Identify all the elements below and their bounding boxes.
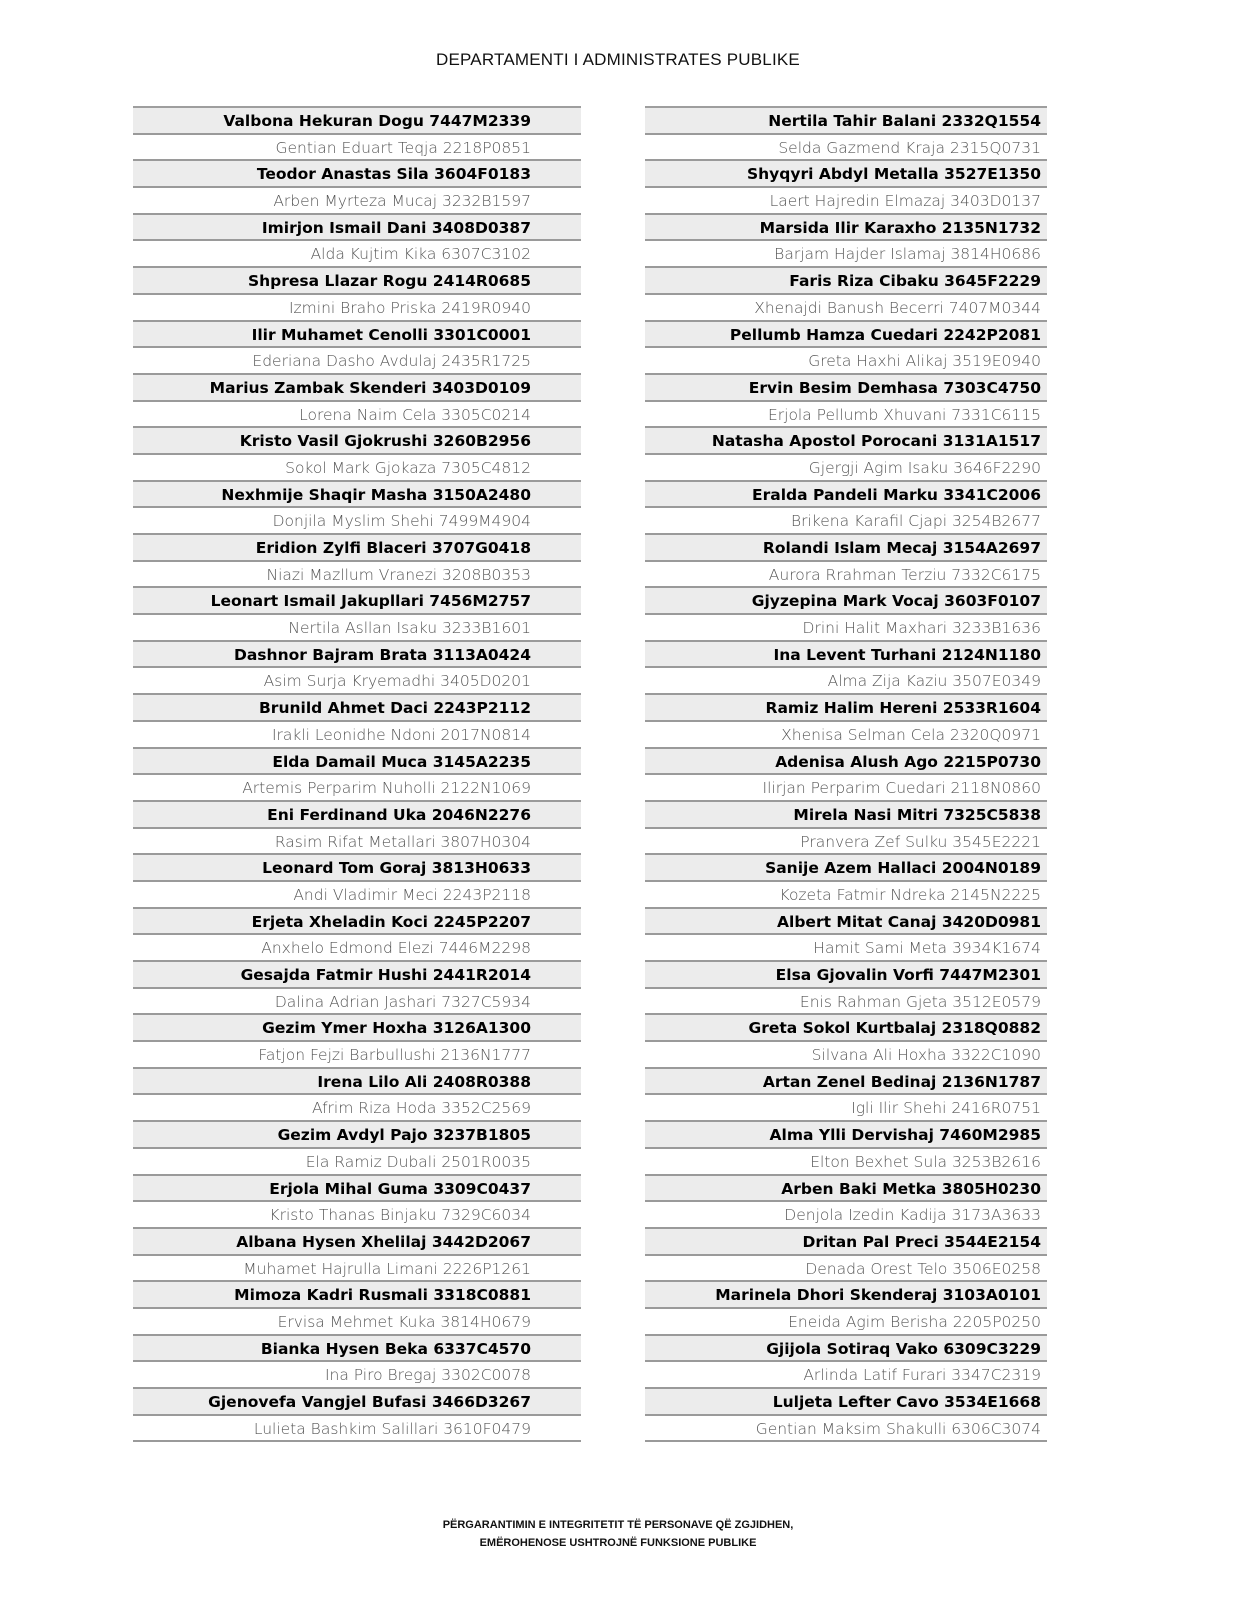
- list-item: Xhenajdi Banush Becerri 7407M0344: [645, 295, 1047, 322]
- list-item: Natasha Apostol Porocani 3131A1517: [645, 428, 1047, 455]
- list-item: Alma Zija Kaziu 3507E0349: [645, 668, 1047, 695]
- list-item: Gjijola Sotiraq Vako 6309C3229: [645, 1336, 1047, 1363]
- list-item: Izmini Braho Priska 2419R0940: [133, 295, 581, 322]
- list-item: Hamit Sami Meta 3934K1674: [645, 935, 1047, 962]
- list-item: Rasim Rifat Metallari 3807H0304: [133, 829, 581, 856]
- list-item: Anxhelo Edmond Elezi 7446M2298: [133, 935, 581, 962]
- list-item: Gentian Maksim Shakulli 6306C3074: [645, 1416, 1047, 1443]
- list-item: Eni Ferdinand Uka 2046N2276: [133, 802, 581, 829]
- list-item: Leonart Ismail Jakupllari 7456M2757: [133, 588, 581, 615]
- list-item: Lulieta Bashkim Salillari 3610F0479: [133, 1416, 581, 1443]
- list-item: Marius Zambak Skenderi 3403D0109: [133, 375, 581, 402]
- list-item: Eralda Pandeli Marku 3341C2006: [645, 482, 1047, 509]
- right-name-list: [645, 106, 1047, 1442]
- footer: [0, 1516, 1236, 1552]
- list-item: Irena Lilo Ali 2408R0388: [133, 1069, 581, 1096]
- left-name-list: [133, 106, 581, 1442]
- list-item: Ervin Besim Demhasa 7303C4750: [645, 375, 1047, 402]
- list-item: Arben Baki Metka 3805H0230: [645, 1176, 1047, 1203]
- list-item: Alma Ylli Dervishaj 7460M2985: [645, 1122, 1047, 1149]
- list-item: Nexhmije Shaqir Masha 3150A2480: [133, 482, 581, 509]
- list-item: Albert Mitat Canaj 3420D0981: [645, 909, 1047, 936]
- list-item: Eridion Zylfi Blaceri 3707G0418: [133, 535, 581, 562]
- list-item: Elsa Gjovalin Vorfi 7447M2301: [645, 962, 1047, 989]
- list-item: Gjyzepina Mark Vocaj 3603F0107: [645, 588, 1047, 615]
- list-item: Gezim Avdyl Pajo 3237B1805: [133, 1122, 581, 1149]
- list-item: Enis Rahman Gjeta 3512E0579: [645, 989, 1047, 1016]
- list-item: Bianka Hysen Beka 6337C4570: [133, 1336, 581, 1363]
- list-item: Ramiz Halim Hereni 2533R1604: [645, 695, 1047, 722]
- list-item: Aurora Rrahman Terziu 7332C6175: [645, 562, 1047, 589]
- list-item: Alda Kujtim Kika 6307C3102: [133, 241, 581, 268]
- list-item: Dritan Pal Preci 3544E2154: [645, 1229, 1047, 1256]
- list-item: Irakli Leonidhe Ndoni 2017N0814: [133, 722, 581, 749]
- list-item: Denada Orest Telo 3506E0258: [645, 1256, 1047, 1283]
- list-item: Valbona Hekuran Dogu 7447M2339: [133, 108, 581, 135]
- list-item: Dalina Adrian Jashari 7327C5934: [133, 989, 581, 1016]
- list-item: Rolandi Islam Mecaj 3154A2697: [645, 535, 1047, 562]
- list-item: Ina Levent Turhani 2124N1180: [645, 642, 1047, 669]
- list-item: Gesajda Fatmir Hushi 2441R2014: [133, 962, 581, 989]
- list-item: Greta Haxhi Alikaj 3519E0940: [645, 348, 1047, 375]
- list-item: Marinela Dhori Skenderaj 3103A0101: [645, 1282, 1047, 1309]
- list-item: Erjola Pellumb Xhuvani 7331C6115: [645, 402, 1047, 429]
- list-item: Imirjon Ismail Dani 3408D0387: [133, 215, 581, 242]
- list-item: Nertila Tahir Balani 2332Q1554: [645, 108, 1047, 135]
- list-item: Kozeta Fatmir Ndreka 2145N2225: [645, 882, 1047, 909]
- list-item: Gjergji Agim Isaku 3646F2290: [645, 455, 1047, 482]
- footer-line-2: EMËROHENOSE USHTROJNË FUNKSIONE PUBLIKE: [479, 1537, 757, 1549]
- list-item: Niazi Mazllum Vranezi 3208B0353: [133, 562, 581, 589]
- list-item: Brunild Ahmet Daci 2243P2112: [133, 695, 581, 722]
- list-item: Luljeta Lefter Cavo 3534E1668: [645, 1389, 1047, 1416]
- list-item: Albana Hysen Xhelilaj 3442D2067: [133, 1229, 581, 1256]
- list-item: Denjola Izedin Kadija 3173A3633: [645, 1202, 1047, 1229]
- list-item: Dashnor Bajram Brata 3113A0424: [133, 642, 581, 669]
- list-item: Arben Myrteza Mucaj 3232B1597: [133, 188, 581, 215]
- page-title: DEPARTAMENTI I ADMINISTRATES PUBLIKE: [436, 50, 800, 69]
- list-item: Faris Riza Cibaku 3645F2229: [645, 268, 1047, 295]
- list-item: Afrim Riza Hoda 3352C2569: [133, 1095, 581, 1122]
- list-item: Silvana Ali Hoxha 3322C1090: [645, 1042, 1047, 1069]
- list-item: Mirela Nasi Mitri 7325C5838: [645, 802, 1047, 829]
- list-item: Erjeta Xheladin Koci 2245P2207: [133, 909, 581, 936]
- list-item: Ina Piro Bregaj 3302C0078: [133, 1362, 581, 1389]
- footer-line-1: PËRGARANTIMIN E INTEGRITETIT TË PERSONAVE QË ZGJIDHEN,: [442, 1519, 794, 1531]
- list-item: Gjenovefa Vangjel Bufasi 3466D3267: [133, 1389, 581, 1416]
- list-item: Laert Hajredin Elmazaj 3403D0137: [645, 188, 1047, 215]
- list-item: Ervisa Mehmet Kuka 3814H0679: [133, 1309, 581, 1336]
- list-item: Gentian Eduart Teqja 2218P0851: [133, 135, 581, 162]
- list-item: Elda Damail Muca 3145A2235: [133, 749, 581, 776]
- list-item: Ilir Muhamet Cenolli 3301C0001: [133, 322, 581, 349]
- list-item: Artemis Perparim Nuholli 2122N1069: [133, 775, 581, 802]
- list-item: Shyqyri Abdyl Metalla 3527E1350: [645, 161, 1047, 188]
- list-item: Arlinda Latif Furari 3347C2319: [645, 1362, 1047, 1389]
- list-item: Xhenisa Selman Cela 2320Q0971: [645, 722, 1047, 749]
- list-item: Lorena Naim Cela 3305C0214: [133, 402, 581, 429]
- list-item: Ela Ramiz Dubali 2501R0035: [133, 1149, 581, 1176]
- list-item: Ederiana Dasho Avdulaj 2435R1725: [133, 348, 581, 375]
- list-item: Marsida Ilir Karaxho 2135N1732: [645, 215, 1047, 242]
- list-item: Kristo Vasil Gjokrushi 3260B2956: [133, 428, 581, 455]
- list-item: Fatjon Fejzi Barbullushi 2136N1777: [133, 1042, 581, 1069]
- list-item: Muhamet Hajrulla Limani 2226P1261: [133, 1256, 581, 1283]
- list-item: Barjam Hajder Islamaj 3814H0686: [645, 241, 1047, 268]
- list-item: Asim Surja Kryemadhi 3405D0201: [133, 668, 581, 695]
- list-item: Sanije Azem Hallaci 2004N0189: [645, 855, 1047, 882]
- list-item: Sokol Mark Gjokaza 7305C4812: [133, 455, 581, 482]
- list-item: Pranvera Zef Sulku 3545E2221: [645, 829, 1047, 856]
- list-item: Ilirjan Perparim Cuedari 2118N0860: [645, 775, 1047, 802]
- list-item: Kristo Thanas Binjaku 7329C6034: [133, 1202, 581, 1229]
- list-item: Greta Sokol Kurtbalaj 2318Q0882: [645, 1015, 1047, 1042]
- list-item: Pellumb Hamza Cuedari 2242P2081: [645, 322, 1047, 349]
- list-item: Artan Zenel Bedinaj 2136N1787: [645, 1069, 1047, 1096]
- list-item: Gezim Ymer Hoxha 3126A1300: [133, 1015, 581, 1042]
- list-item: Elton Bexhet Sula 3253B2616: [645, 1149, 1047, 1176]
- list-item: Igli Ilir Shehi 2416R0751: [645, 1095, 1047, 1122]
- list-item: Shpresa Llazar Rogu 2414R0685: [133, 268, 581, 295]
- list-item: Brikena Karafil Cjapi 3254B2677: [645, 508, 1047, 535]
- list-item: Erjola Mihal Guma 3309C0437: [133, 1176, 581, 1203]
- list-item: Eneida Agim Berisha 2205P0250: [645, 1309, 1047, 1336]
- list-item: Donjila Myslim Shehi 7499M4904: [133, 508, 581, 535]
- list-item: Drini Halit Maxhari 3233B1636: [645, 615, 1047, 642]
- list-item: Selda Gazmend Kraja 2315Q0731: [645, 135, 1047, 162]
- list-item: Leonard Tom Goraj 3813H0633: [133, 855, 581, 882]
- list-item: Andi Vladimir Meci 2243P2118: [133, 882, 581, 909]
- list-item: Mimoza Kadri Rusmali 3318C0881: [133, 1282, 581, 1309]
- list-item: Teodor Anastas Sila 3604F0183: [133, 161, 581, 188]
- list-item: Nertila Asllan Isaku 3233B1601: [133, 615, 581, 642]
- list-item: Adenisa Alush Ago 2215P0730: [645, 749, 1047, 776]
